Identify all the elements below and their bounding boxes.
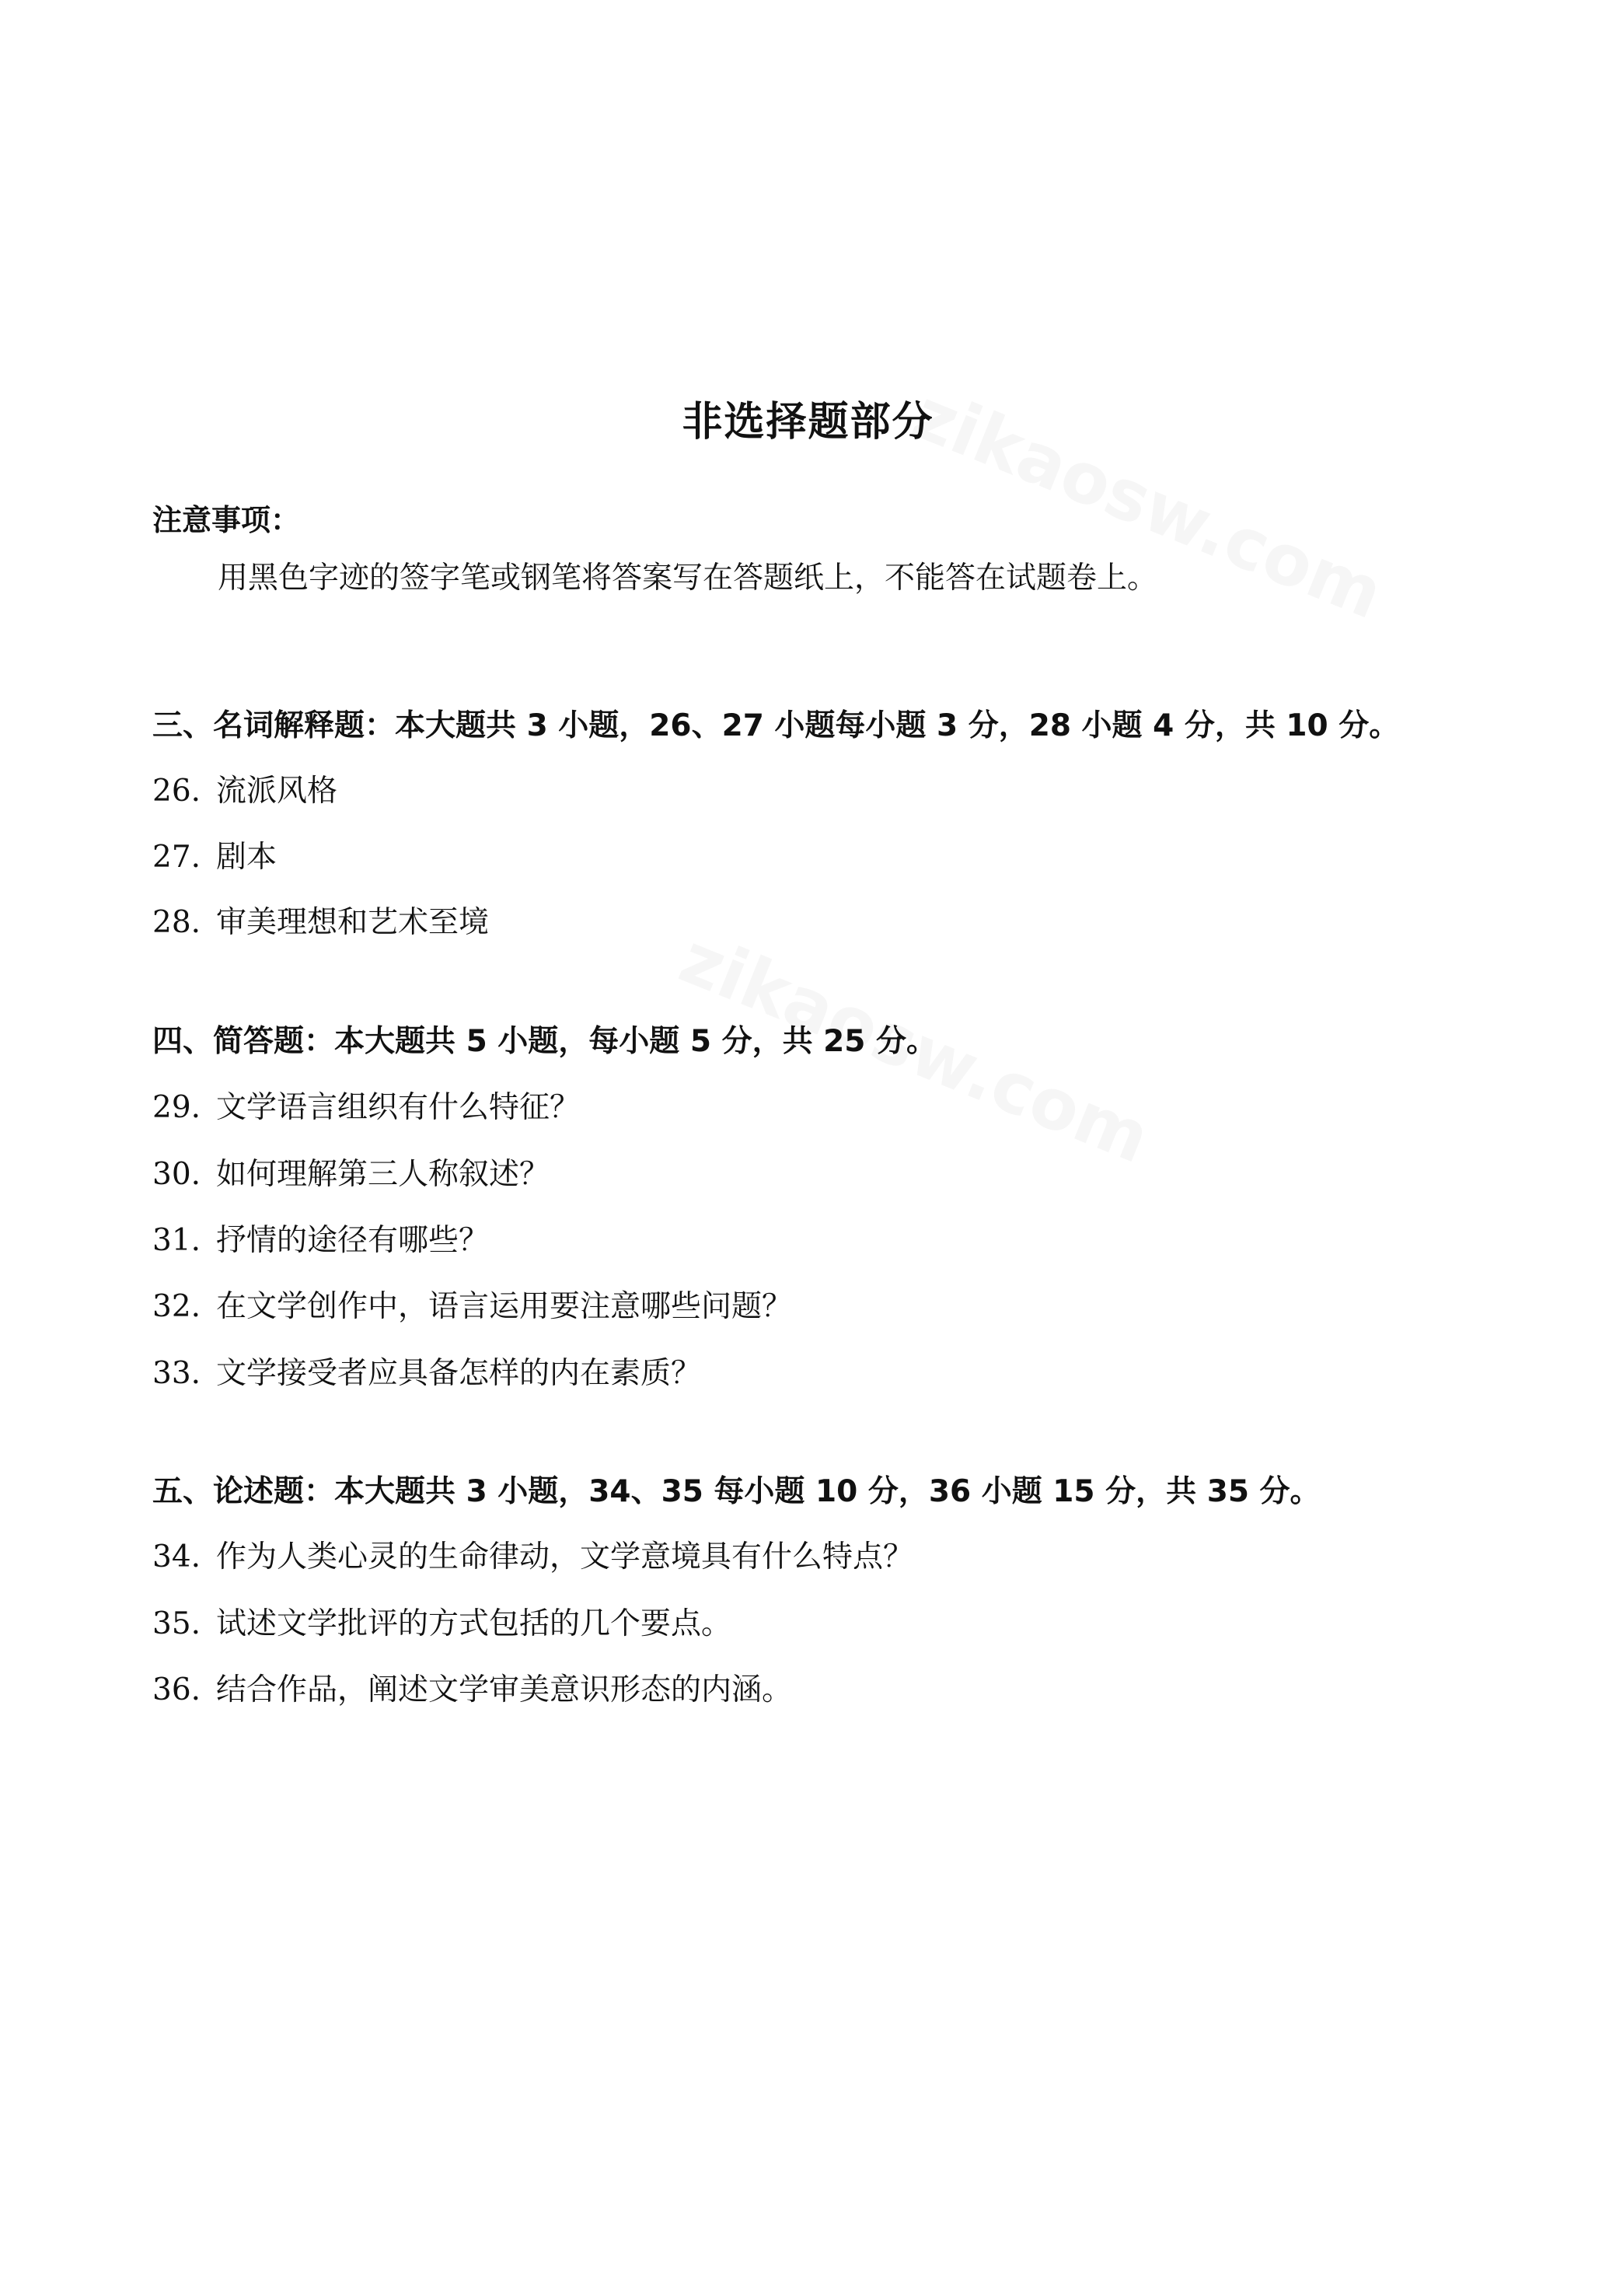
question-number: 35.	[152, 1606, 201, 1641]
notice-body: 用黑色字迹的签字笔或钢笔将答案写在答题纸上，不能答在试题卷上。	[218, 561, 1158, 596]
question-33	[152, 1349, 701, 1393]
question-text: 文学接受者应具备怎样的内在素质？	[216, 1356, 702, 1391]
section-heading-3: 三、名词解释题：本大题共 3 小题，26、27 小题每小题 3 分，28 小题 4 分，共 10 分。	[152, 708, 1400, 743]
question-29	[152, 1083, 580, 1127]
question-number: 26.	[152, 774, 201, 809]
question-number: 33.	[152, 1356, 201, 1391]
question-36	[152, 1665, 792, 1709]
question-27	[152, 833, 277, 876]
question-31	[152, 1216, 489, 1260]
question-text: 结合作品，阐述文学审美意识形态的内涵。	[216, 1672, 793, 1707]
question-number: 34.	[152, 1539, 201, 1574]
question-text: 剧本	[216, 840, 277, 875]
notice-heading: 注意事项：	[152, 503, 301, 537]
question-26	[152, 767, 337, 810]
page-title: 非选择题部分	[682, 399, 934, 446]
question-number: 36.	[152, 1672, 201, 1707]
question-text: 试述文学批评的方式包括的几个要点。	[216, 1606, 732, 1641]
question-text: 审美理想和艺术至境	[216, 905, 490, 940]
question-number: 30.	[152, 1157, 201, 1192]
question-text: 流派风格	[216, 774, 338, 809]
question-text: 如何理解第三人称叙述？	[216, 1157, 550, 1192]
question-30	[152, 1150, 550, 1193]
question-number: 29.	[152, 1090, 201, 1125]
question-number: 28.	[152, 905, 201, 940]
question-32	[152, 1282, 792, 1326]
question-28	[152, 898, 489, 942]
question-34	[152, 1532, 913, 1576]
section-heading-5: 五、论述题：本大题共 3 小题，34、35 每小题 10 分，36 小题 15 分，共 35 分。	[152, 1474, 1321, 1509]
section-heading-4: 四、简答题：本大题共 5 小题，每小题 5 分，共 25 分。	[152, 1024, 937, 1059]
question-number: 27.	[152, 840, 201, 875]
question-text: 作为人类心灵的生命律动，文学意境具有什么特点？	[216, 1539, 914, 1574]
question-35	[152, 1599, 731, 1643]
question-number: 32.	[152, 1289, 201, 1324]
question-text: 文学语言组织有什么特征？	[216, 1090, 581, 1125]
question-text: 在文学创作中，语言运用要注意哪些问题？	[216, 1289, 793, 1324]
question-text: 抒情的途径有哪些？	[216, 1223, 490, 1258]
question-number: 31.	[152, 1223, 201, 1258]
